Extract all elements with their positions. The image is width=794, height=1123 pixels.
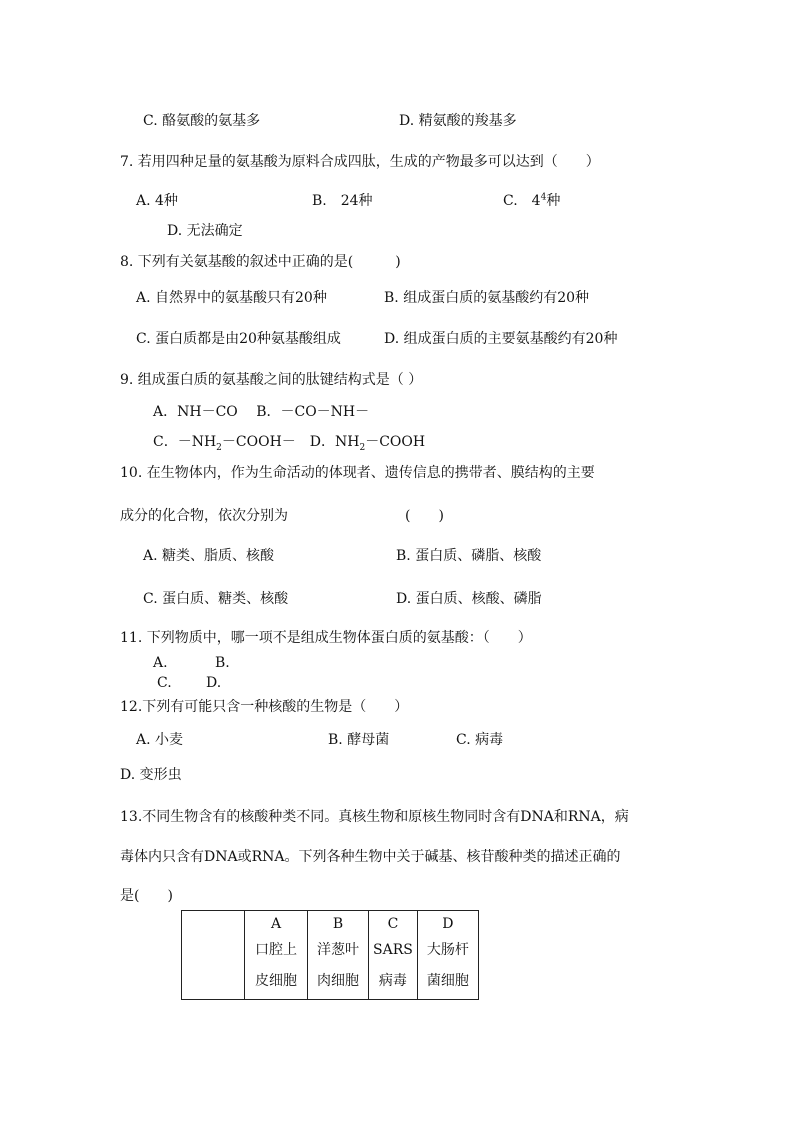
- q12-option-d: D. 变形虫: [120, 767, 182, 783]
- q10-option-b: B. 蛋白质、磷脂、核酸: [396, 548, 542, 564]
- q11-option-a: A.: [153, 655, 168, 671]
- table-cell-d: [417, 911, 478, 1000]
- q7-option-c-base: C. 4: [503, 193, 541, 209]
- q8-option-a: A. 自然界中的氨基酸只有20种: [136, 290, 327, 306]
- q7-option-c-exponent: 4: [540, 192, 547, 203]
- q12-option-c: C. 病毒: [456, 732, 504, 748]
- q11-option-d: D.: [206, 675, 222, 691]
- q9-stem: 9. 组成蛋白质的氨基酸之间的肽键结构式是（ ）: [120, 372, 423, 388]
- q10-stem-line-2: 成分的化合物，依次分别为: [120, 508, 288, 524]
- q7-stem: 7. 若用四种足量的氨基酸为原料合成四肽，生成的产物最多可以达到（ ）: [120, 154, 600, 170]
- q7-option-a: A. 4种: [136, 193, 178, 209]
- q10-option-c: C. 蛋白质、糖类、核酸: [143, 591, 289, 607]
- cell-b-line-2: 肉细胞: [317, 973, 359, 989]
- cell-c-line-1: SARS: [373, 942, 413, 958]
- table-cell-a: [245, 911, 308, 1000]
- q9-options-line-2: [153, 433, 425, 451]
- cell-d-line-2: 菌细胞: [426, 973, 469, 989]
- q6-option-c: C. 酪氨酸的氨基多: [143, 113, 261, 129]
- q6-option-d: D. 精氨酸的羧基多: [399, 113, 517, 129]
- q11-option-c: C.: [157, 675, 172, 691]
- q7-option-d: D. 无法确定: [167, 223, 243, 239]
- table-row: [182, 911, 479, 1000]
- q10-stem-line-1: 10. 在生物体内，作为生命活动的体现者、遗传信息的携带者、膜结构的主要: [120, 465, 595, 481]
- q10-option-a: A. 糖类、脂质、核酸: [143, 548, 275, 564]
- q13-stem-line-2: 毒体内只含有DNA或RNA。下列各种生物中关于碱基、核苷酸种类的描述正确的: [120, 849, 621, 865]
- q9-option-c-part2: －COOH－ D．NH: [221, 434, 360, 450]
- cell-a-line-2: 皮细胞: [255, 973, 297, 989]
- column-header-d: D: [442, 916, 454, 932]
- q8-stem: 8. 下列有关氨基酸的叙述中正确的是( ): [120, 254, 401, 270]
- q11-option-b: B.: [215, 655, 230, 671]
- q12-option-b: B. 酵母菌: [328, 732, 390, 748]
- q12-option-a: A. 小麦: [136, 732, 184, 748]
- table-cell-b: [308, 911, 369, 1000]
- q7-option-c-unit: 种: [546, 193, 561, 209]
- q8-option-b: B. 组成蛋白质的氨基酸约有20种: [384, 290, 590, 306]
- q9-option-c-part1: C．－NH: [153, 434, 217, 450]
- table-corner-cell: [182, 911, 245, 1000]
- q7-option-c: [503, 192, 560, 210]
- q9-subscript-2b: 2: [359, 442, 366, 453]
- cell-b-line-1: 洋葱叶: [317, 942, 359, 958]
- q9-subscript-2a: 2: [216, 442, 222, 453]
- q9-option-d-part: －COOH: [365, 434, 426, 450]
- cell-c-line-2: 病毒: [378, 973, 407, 989]
- q8-option-c: C. 蛋白质都是由20种氨基酸组成: [136, 331, 341, 347]
- cell-a-line-1: 口腔上: [255, 942, 297, 958]
- table-cell-c: [369, 911, 418, 1000]
- q13-table: [181, 910, 479, 1000]
- q10-option-d: D. 蛋白质、核酸、磷脂: [396, 591, 542, 607]
- q11-stem: 11. 下列物质中，哪一项不是组成生物体蛋白质的氨基酸：（ ）: [120, 630, 532, 646]
- column-header-a: A: [270, 916, 282, 932]
- q13-stem-line-3: 是( ): [120, 888, 173, 904]
- q7-option-b: B. 24种: [312, 193, 373, 209]
- q9-options-line-1: A．NH－CO B．－CO－NH－: [153, 404, 370, 420]
- column-header-c: C: [387, 916, 399, 932]
- cell-d-line-1: 大肠杆: [426, 942, 469, 958]
- q13-stem-line-1: 13.不同生物含有的核酸种类不同。真核生物和原核生物同时含有DNA和RNA，病: [120, 809, 629, 825]
- q12-stem: 12.下列有可能只含一种核酸的生物是（ ）: [120, 699, 409, 715]
- q8-option-d: D. 组成蛋白质的主要氨基酸约有20种: [384, 331, 618, 347]
- q10-answer-paren: ( ): [405, 508, 444, 524]
- column-header-b: B: [332, 916, 344, 932]
